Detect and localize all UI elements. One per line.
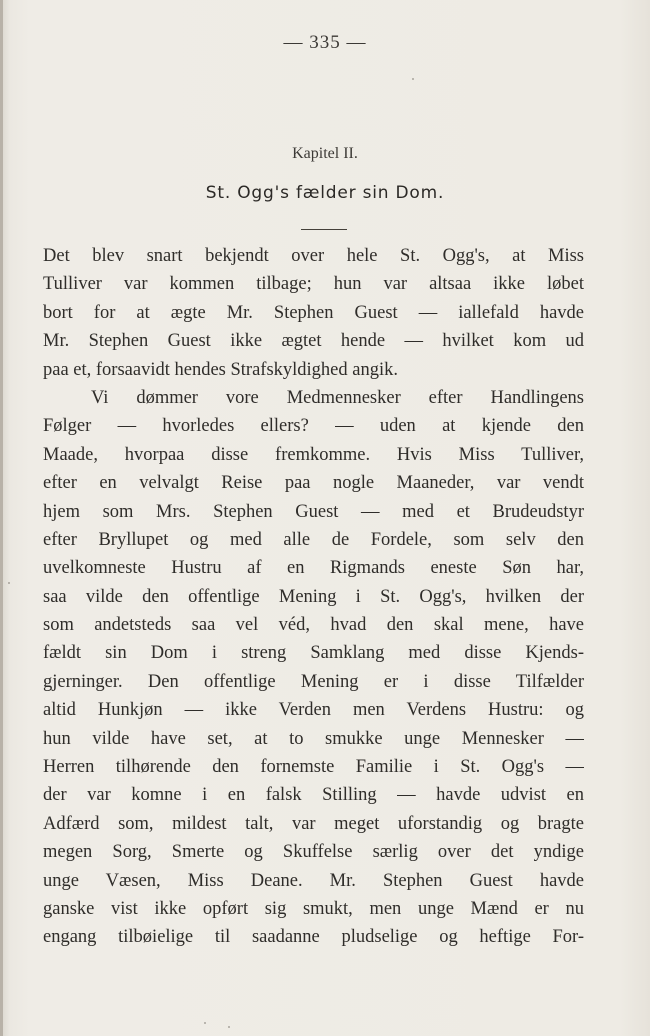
paper-speck bbox=[204, 1022, 206, 1024]
text-line: gjerninger. Den offentlige Mening er i disse Tilfælder bbox=[43, 671, 584, 692]
text-line: Maade, hvorpaa disse fremkomme. Hvis Miss Tulliver, bbox=[43, 444, 584, 465]
text-line: Vi dømmer vore Medmennesker efter Handlingens bbox=[91, 387, 584, 408]
text-line: Tulliver var kommen tilbage; hun var altsaa ikke løbet bbox=[43, 274, 584, 295]
text-line: hjem som Mrs. Stephen Guest — med et Brudeudstyr bbox=[43, 501, 584, 522]
text-line: unge Væsen, Miss Deane. Mr. Stephen Guest havde bbox=[43, 870, 584, 891]
text-line: Det blev snart bekjendt over hele St. Ogg's, at Miss bbox=[43, 246, 584, 266]
paper-speck bbox=[8, 582, 10, 584]
page-number: — 335 — bbox=[283, 32, 367, 53]
text-line: der var komne i en falsk Stilling — havde udvist en bbox=[43, 785, 584, 806]
text-line: saa vilde den offentlige Mening i St. Ogg's, hvilken der bbox=[43, 586, 584, 607]
text-line: paa et, forsaavidt hendes Strafskyldighed angik. bbox=[43, 359, 398, 380]
title-divider bbox=[301, 229, 347, 230]
text-line: som andetsteds saa vel véd, hvad den skal mene, have bbox=[43, 615, 584, 636]
text-line: Adfærd som, mildest talt, var meget uforstandig og bragte bbox=[43, 813, 584, 834]
text-line: efter en velvalgt Reise paa nogle Maaneder, var vendt bbox=[43, 473, 584, 494]
text-line: Herren tilhørende den fornemste Familie i St. Ogg's — bbox=[43, 757, 584, 778]
text-line: engang tilbøielige til saadanne pludselige og heftige For- bbox=[43, 927, 584, 948]
text-line: efter Bryllupet og med alle de Fordele, som selv den bbox=[43, 529, 584, 550]
text-line: fældt sin Dom i streng Samklang med disse Kjends- bbox=[43, 643, 584, 664]
text-line: uvelkomneste Hustru af en Rigmands eneste Søn har, bbox=[43, 558, 584, 579]
text-line: Mr. Stephen Guest ikke ægtet hende — hvilket kom ud bbox=[43, 331, 584, 352]
chapter-label: Kapitel II. bbox=[292, 145, 358, 162]
text-line: ganske vist ikke opført sig smukt, men unge Mænd er nu bbox=[43, 898, 584, 919]
text-line: Følger — hvorledes ellers? — uden at kjende den bbox=[43, 416, 584, 437]
chapter-title: St. Ogg's fælder sin Dom. bbox=[205, 183, 445, 203]
paper-speck bbox=[412, 78, 414, 80]
body-text bbox=[43, 242, 584, 952]
paper-speck bbox=[228, 1026, 230, 1028]
text-line: hun vilde have set, at to smukke unge Mennesker — bbox=[43, 728, 584, 749]
text-line: bort for at ægte Mr. Stephen Guest — iallefald havde bbox=[43, 302, 584, 323]
text-line: megen Sorg, Smerte og Skuffelse særlig over det yndige bbox=[43, 842, 584, 863]
text-line: altid Hunkjøn — ikke Verden men Verdens Hustru: og bbox=[43, 700, 584, 721]
